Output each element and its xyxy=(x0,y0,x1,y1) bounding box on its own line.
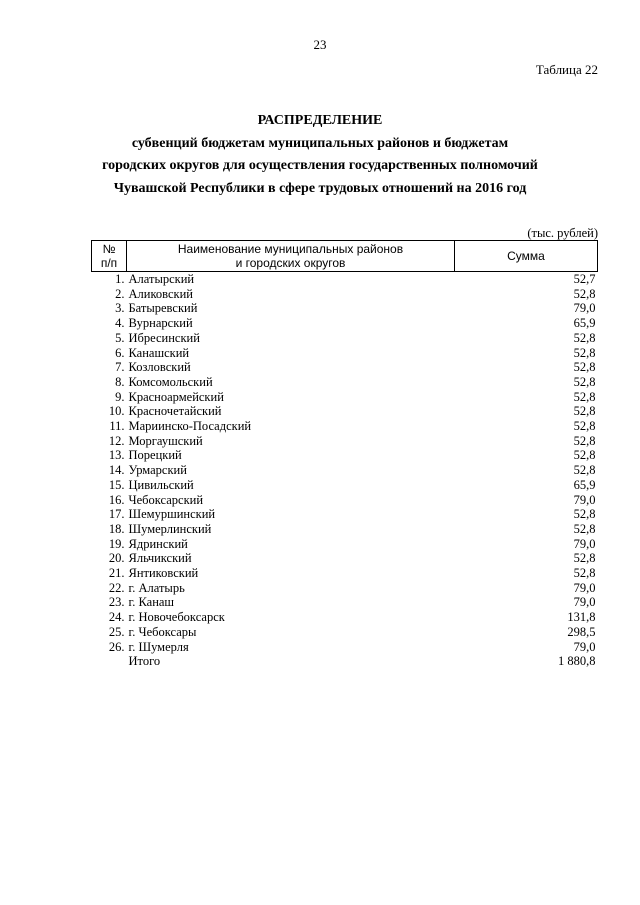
row-number: 19. xyxy=(108,536,125,551)
row-name: Вурнарский xyxy=(128,316,193,331)
header-number-line2: п/п xyxy=(100,256,118,270)
row-sum: 79,0 xyxy=(573,595,596,610)
row-number: 11. xyxy=(109,419,125,434)
table-row xyxy=(92,551,598,566)
table-row xyxy=(92,493,598,508)
document-title xyxy=(0,110,640,200)
row-name: г. Чебоксары xyxy=(128,624,197,639)
row-name: Ядринский xyxy=(128,536,188,551)
total-label: Итого xyxy=(128,654,161,669)
row-number: 18. xyxy=(108,521,125,536)
table-row xyxy=(92,522,598,537)
table-row xyxy=(92,537,598,552)
total-sum: 1 880,8 xyxy=(558,654,596,669)
row-sum: 79,0 xyxy=(573,536,596,551)
row-number: 21. xyxy=(108,566,125,581)
table-row xyxy=(92,346,598,361)
row-name: Козловский xyxy=(128,360,191,375)
table-header-row xyxy=(92,241,598,272)
row-sum: 79,0 xyxy=(573,580,596,595)
row-number: 14. xyxy=(108,463,125,478)
total-row xyxy=(92,654,598,669)
row-sum: 65,9 xyxy=(573,316,596,331)
row-sum: 52,8 xyxy=(573,404,596,419)
table-row xyxy=(92,301,598,316)
row-number: 20. xyxy=(108,551,125,566)
table-row xyxy=(92,478,598,493)
row-sum: 52,8 xyxy=(573,374,596,389)
table-row xyxy=(92,463,598,478)
row-name: Алатырский xyxy=(128,272,195,286)
row-number: 24. xyxy=(108,610,125,625)
table-row xyxy=(92,640,598,655)
row-sum: 79,0 xyxy=(573,639,596,654)
distribution-table xyxy=(91,240,598,669)
row-name: Моргаушский xyxy=(128,433,203,448)
row-name: г. Шумерля xyxy=(128,639,189,654)
row-name: Янтиковский xyxy=(128,566,199,581)
row-sum: 52,8 xyxy=(573,433,596,448)
table-row xyxy=(92,287,598,302)
table-row xyxy=(92,404,598,419)
table-row xyxy=(92,595,598,610)
row-number: 3. xyxy=(115,301,125,316)
title-line-3: городских округов для осуществления государственных полномочий xyxy=(102,158,538,173)
row-name: Батыревский xyxy=(128,301,198,316)
header-number xyxy=(92,241,127,272)
row-sum: 52,8 xyxy=(573,330,596,345)
row-name: Чебоксарский xyxy=(128,492,204,507)
title-line-4: Чувашской Республики в сфере трудовых отношений на 2016 год xyxy=(113,180,527,196)
header-name-line2: и городских округов xyxy=(235,256,346,270)
row-name: Цивильский xyxy=(128,477,194,492)
row-number: 16. xyxy=(108,492,125,507)
row-sum: 52,8 xyxy=(573,389,596,404)
row-number: 25. xyxy=(108,624,125,639)
row-name: Яльчикский xyxy=(128,551,192,566)
table-row xyxy=(92,434,598,449)
row-sum: 52,8 xyxy=(573,419,596,434)
row-sum: 79,0 xyxy=(573,301,596,316)
row-number: 2. xyxy=(115,286,125,301)
row-sum: 298,5 xyxy=(567,624,596,639)
row-name: Шемуршинский xyxy=(128,507,216,522)
header-name xyxy=(127,241,455,272)
row-sum: 52,8 xyxy=(573,463,596,478)
table-row xyxy=(92,610,598,625)
row-name: Ибресинский xyxy=(128,330,200,345)
row-name: Мариинско-Посадский xyxy=(128,419,252,434)
table-row xyxy=(92,566,598,581)
row-number: 10. xyxy=(108,404,125,419)
row-number: 6. xyxy=(115,345,125,360)
table-row xyxy=(92,390,598,405)
row-number: 15. xyxy=(108,477,125,492)
row-number: 4. xyxy=(115,316,125,331)
row-number: 9. xyxy=(115,389,125,404)
table-row xyxy=(92,419,598,434)
row-sum: 52,7 xyxy=(573,272,596,286)
row-name: Аликовский xyxy=(128,286,193,301)
row-number: 1. xyxy=(115,272,125,286)
row-number: 7. xyxy=(115,360,125,375)
table-label: Таблица 22 xyxy=(535,62,598,77)
table-row xyxy=(92,581,598,596)
row-sum: 52,8 xyxy=(573,551,596,566)
row-sum: 52,8 xyxy=(573,566,596,581)
row-number: 8. xyxy=(115,374,125,389)
row-sum: 52,8 xyxy=(573,345,596,360)
row-number: 23. xyxy=(108,595,125,610)
row-sum: 52,8 xyxy=(573,507,596,522)
header-number-line1: № xyxy=(102,242,116,256)
header-sum: Сумма xyxy=(455,241,598,272)
row-name: Красноармейский xyxy=(128,389,224,404)
table-row xyxy=(92,507,598,522)
row-number: 26. xyxy=(108,639,125,654)
row-sum: 52,8 xyxy=(573,448,596,463)
row-number: 13. xyxy=(108,448,125,463)
row-name: Красночетайский xyxy=(128,404,222,419)
row-name: Канашский xyxy=(128,345,190,360)
row-name: Порецкий xyxy=(128,448,182,463)
table-row xyxy=(92,625,598,640)
page-number: 23 xyxy=(313,37,327,52)
table-row xyxy=(92,375,598,390)
row-name: г. Алатырь xyxy=(128,580,185,595)
row-sum: 79,0 xyxy=(573,492,596,507)
title-line-2: субвенций бюджетам муниципальных районов и бюджетам xyxy=(131,135,509,151)
table-row xyxy=(92,331,598,346)
table-row xyxy=(92,360,598,375)
row-sum: 52,8 xyxy=(573,521,596,536)
row-name: г. Канаш xyxy=(128,595,175,610)
row-name: Комсомольский xyxy=(128,374,213,389)
table-row xyxy=(92,272,598,287)
row-sum: 52,8 xyxy=(573,286,596,301)
table-row xyxy=(92,448,598,463)
row-sum: 52,8 xyxy=(573,360,596,375)
row-name: г. Новочебоксарск xyxy=(128,610,225,625)
row-number: 5. xyxy=(115,330,125,345)
unit-label: (тыс. рублей) xyxy=(527,226,598,240)
title-line-1: РАСПРЕДЕЛЕНИЕ xyxy=(257,113,383,128)
row-number: 22. xyxy=(108,580,125,595)
row-sum: 65,9 xyxy=(573,477,596,492)
header-name-line1: Наименование муниципальных районов xyxy=(177,242,404,256)
total-number-cell xyxy=(92,654,127,669)
row-number: 17. xyxy=(108,507,125,522)
table-body xyxy=(92,272,598,669)
table-row xyxy=(92,316,598,331)
row-sum: 131,8 xyxy=(567,610,596,625)
row-name: Урмарский xyxy=(128,463,187,478)
row-name: Шумерлинский xyxy=(128,521,212,536)
row-number: 12. xyxy=(108,433,125,448)
